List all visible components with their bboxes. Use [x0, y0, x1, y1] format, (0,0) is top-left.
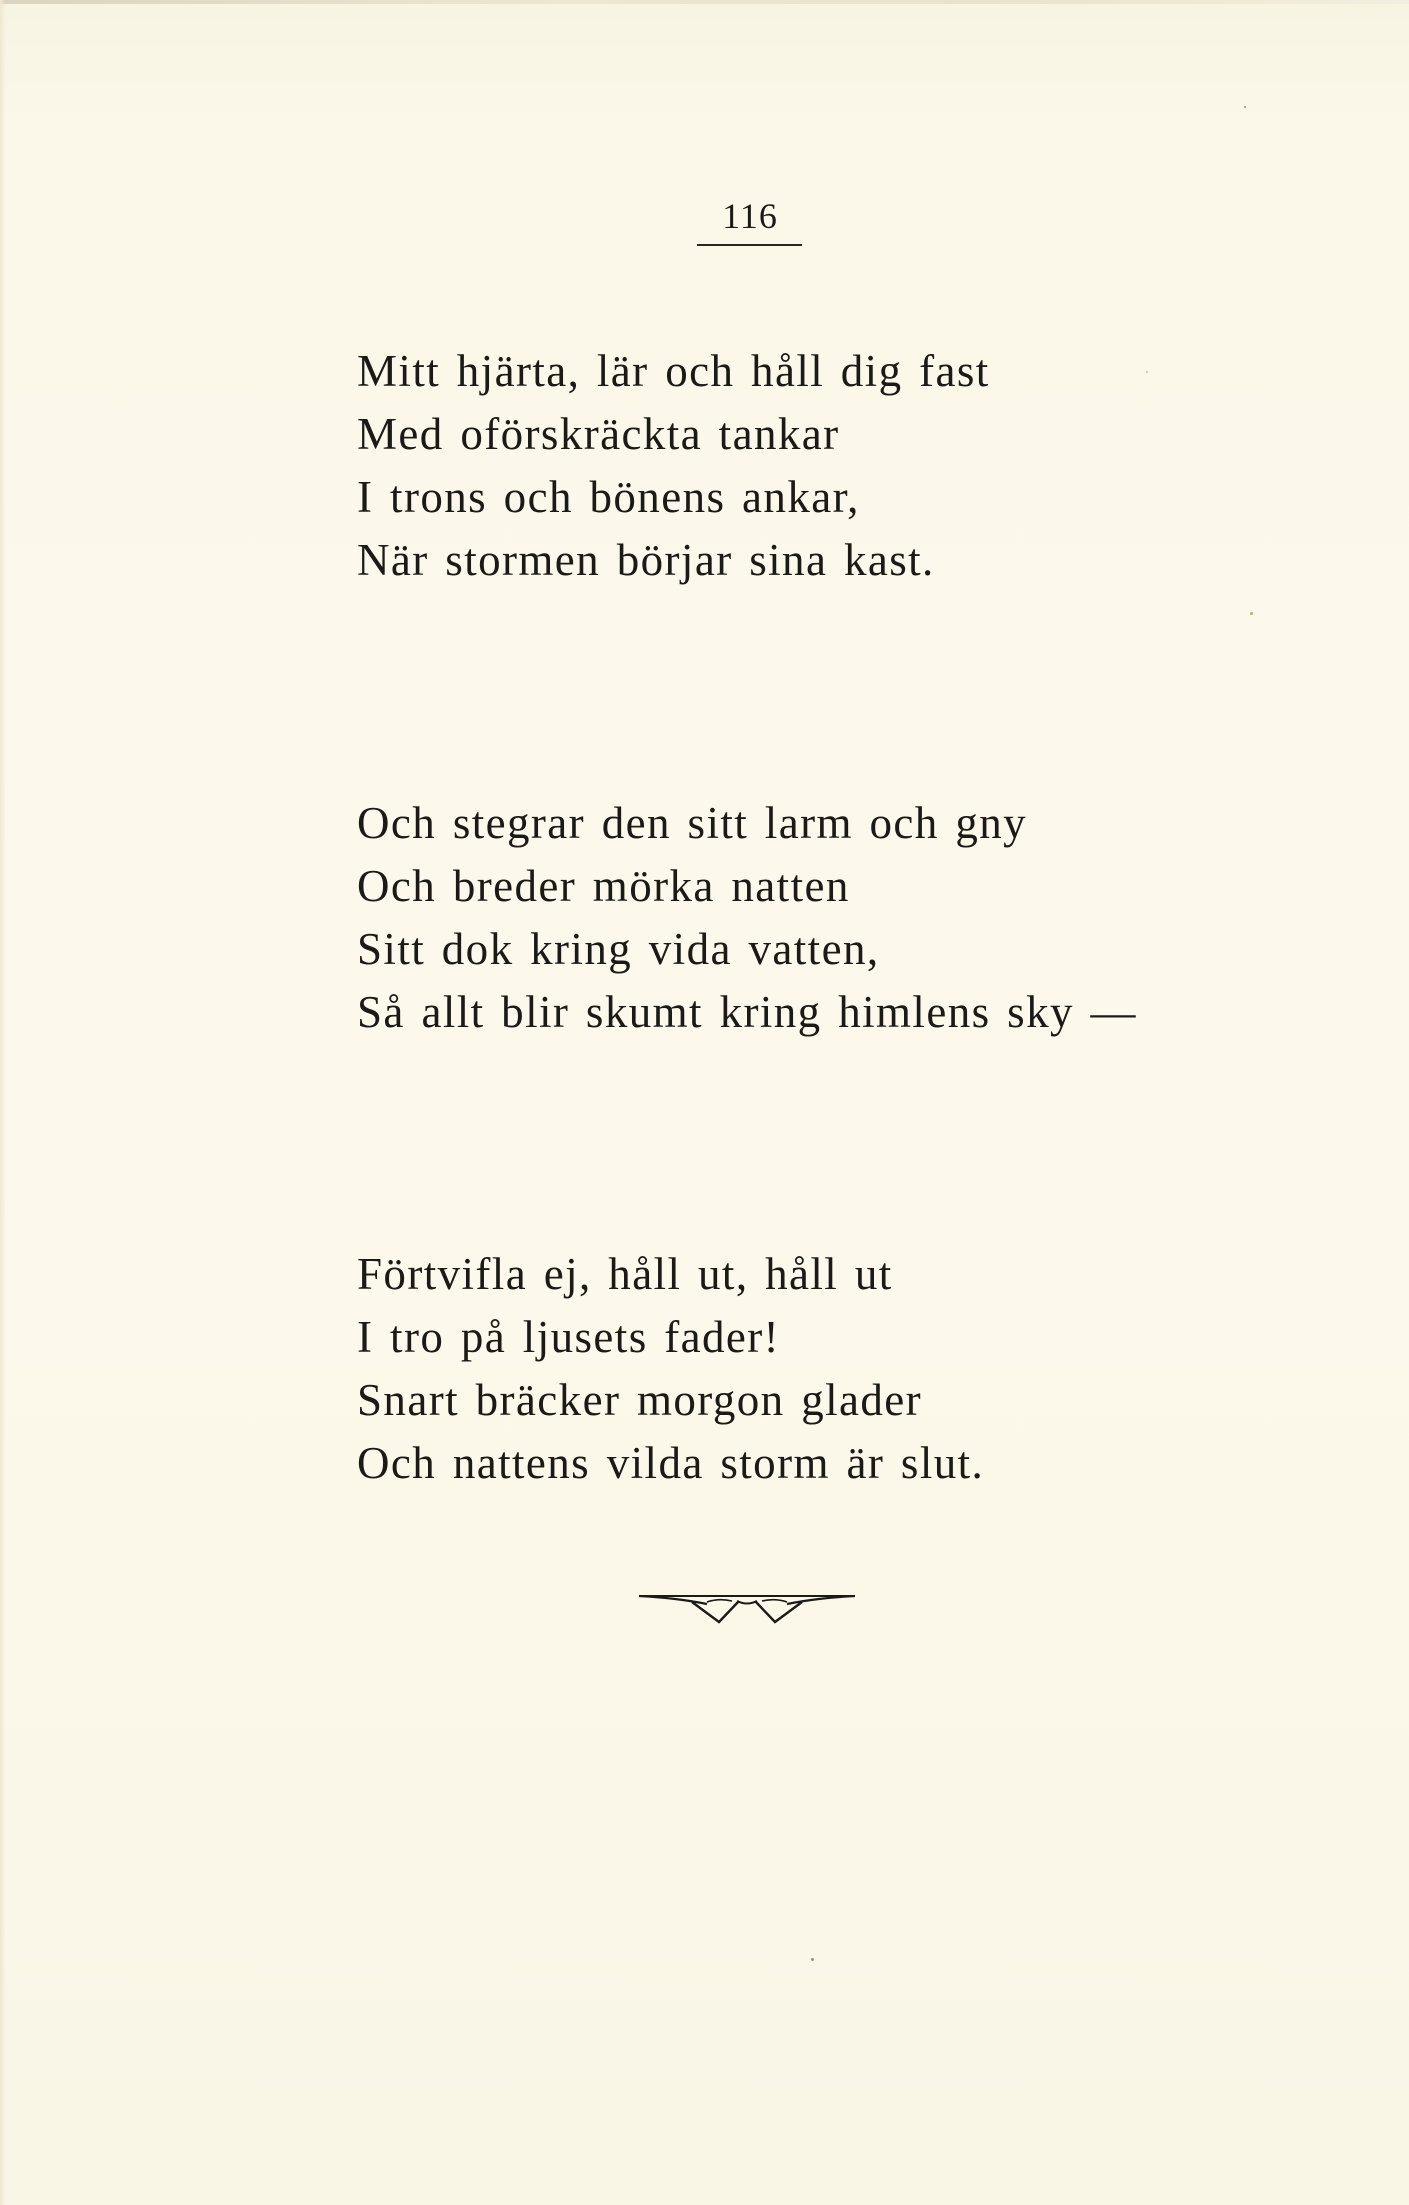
paper-speck: [1146, 371, 1148, 373]
stanza-2: [357, 792, 1137, 1044]
tailpiece-ornament-icon: [637, 1588, 857, 1628]
page-number-underline: [697, 244, 802, 246]
poem-line: Och breder mörka natten: [357, 861, 850, 911]
page-left-edge: [0, 0, 6, 2205]
poem-line: Och stegrar den sitt larm och gny: [357, 798, 1028, 848]
stanza-1: [357, 340, 990, 592]
poem-line: Förtvifla ej, håll ut, håll ut: [357, 1249, 893, 1299]
poem-line: Mitt hjärta, lär och håll dig fast: [357, 346, 990, 396]
paper-speck: [1244, 106, 1246, 108]
paper-speck: [1250, 612, 1253, 615]
poem-line: När stormen börjar sina kast.: [357, 535, 935, 585]
poem-line: Så allt blir skumt kring himlens sky —: [357, 987, 1137, 1037]
poem-line: Sitt dok kring vida vatten,: [357, 924, 880, 974]
poem-line: Snart bräcker morgon glader: [357, 1375, 923, 1425]
poem-line: I tro på ljusets fader!: [357, 1312, 781, 1362]
page-top-edge: [0, 0, 1409, 4]
page-number: 116: [722, 196, 778, 236]
stanza-3: [357, 1243, 984, 1495]
poem-line: Och nattens vilda storm är slut.: [357, 1438, 985, 1488]
paper-speck: [811, 1958, 814, 1961]
poem-line: Med oförskräckta tankar: [357, 409, 840, 459]
poem-line: I trons och bönens ankar,: [357, 472, 860, 522]
